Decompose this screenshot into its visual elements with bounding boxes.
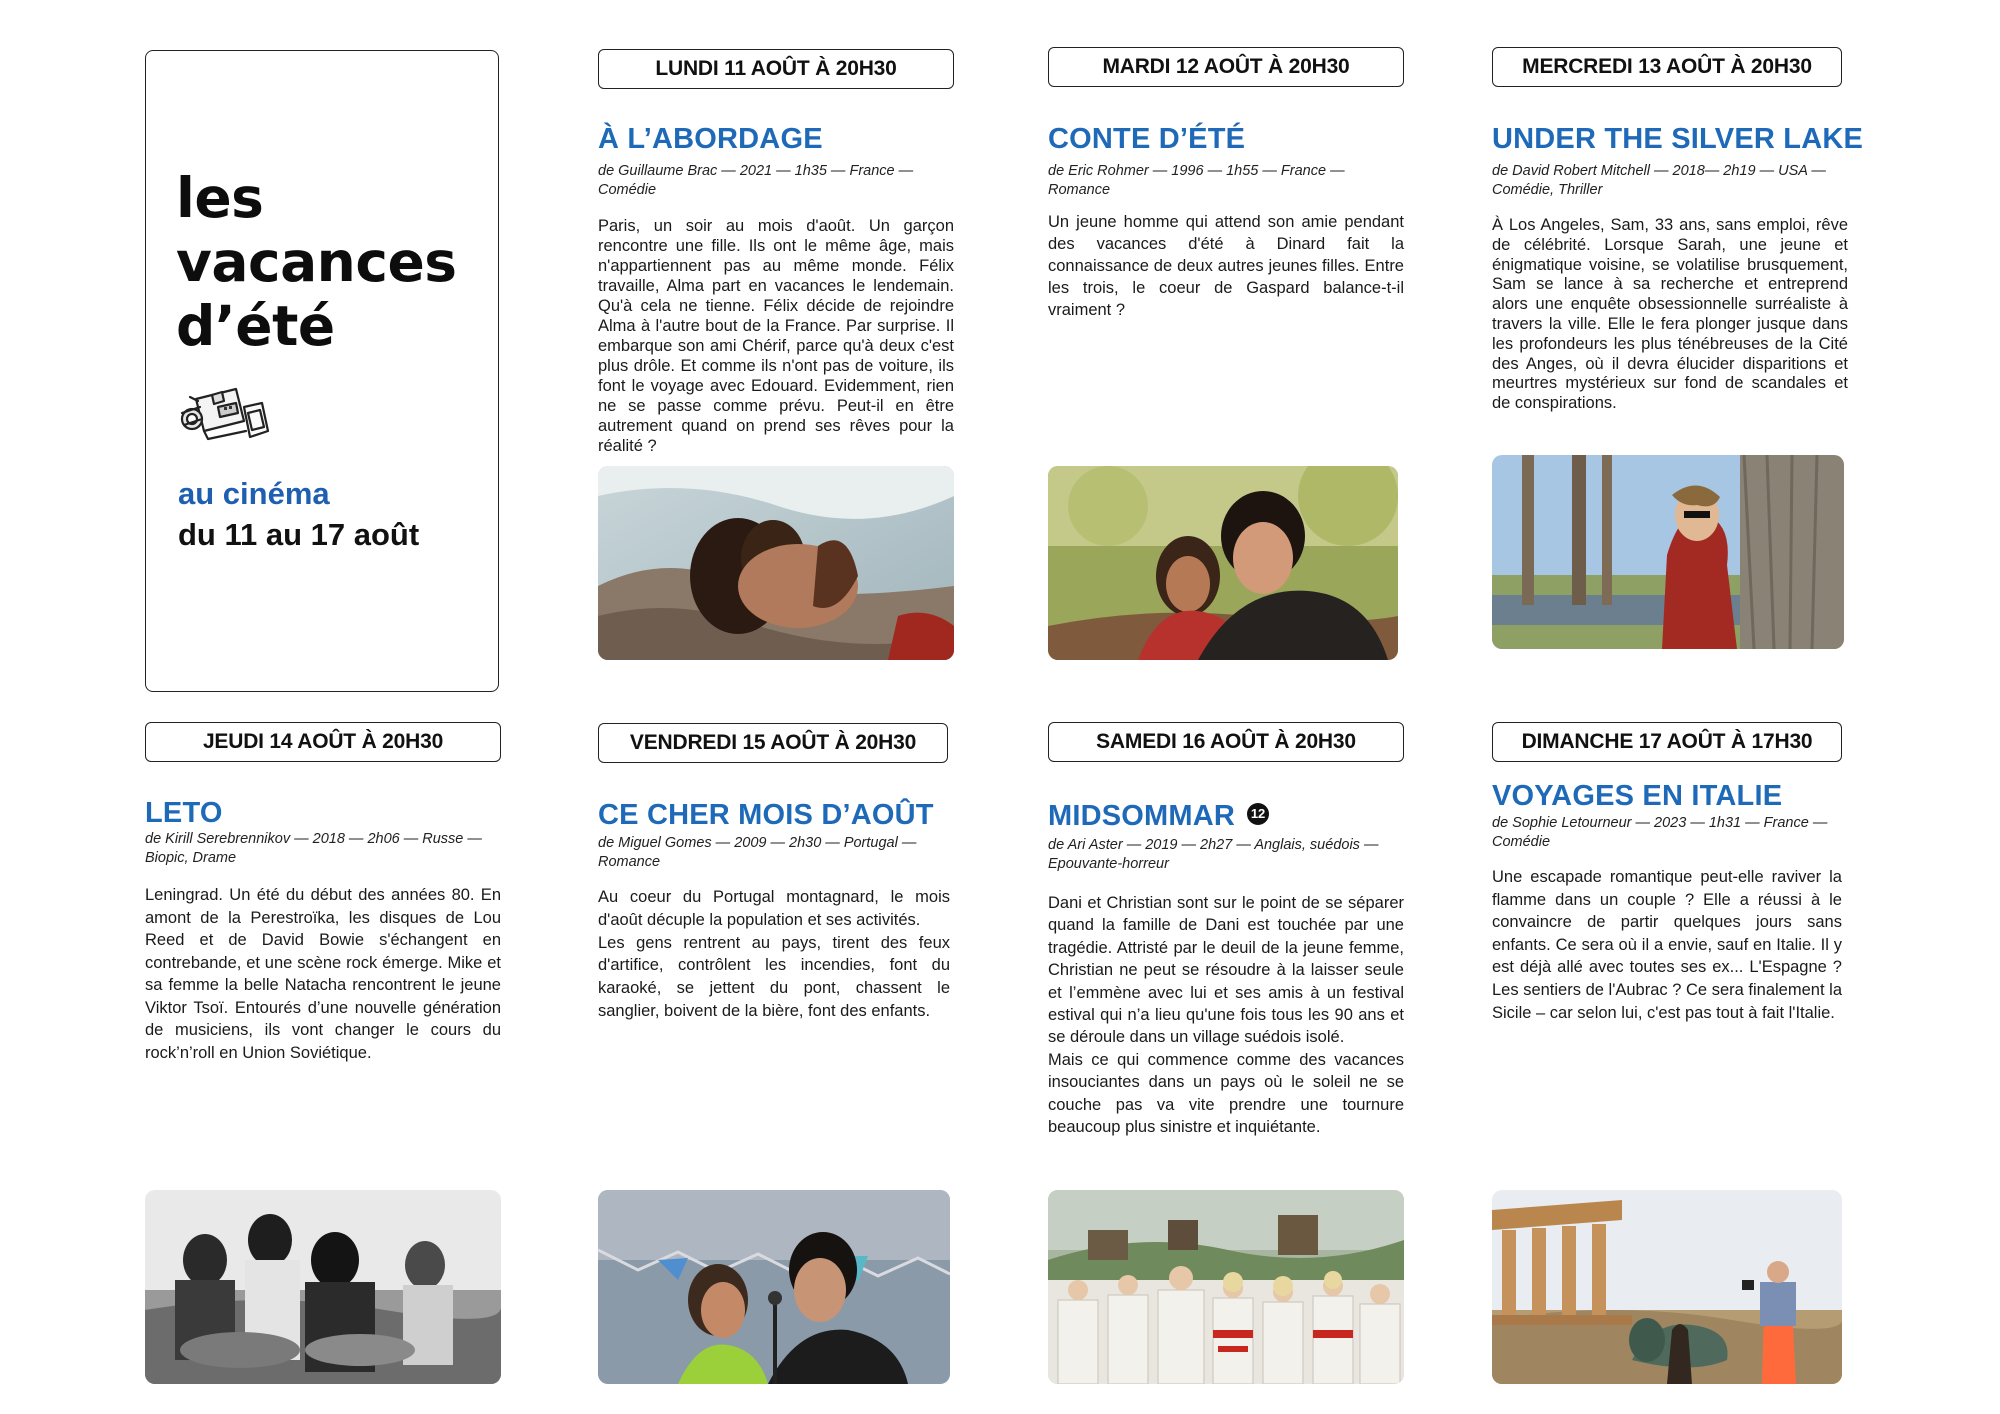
title-line: d’été	[176, 294, 335, 358]
synopsis-paragraph: À Los Angeles, Sam, 33 ans, sans emploi, rêve de célébrité. Lorsque Sarah, une jeune et énigmatique voisine, se volatilise brusquement, Sam se lance à sa recherche et entreprend alors une enquête obsessionnelle surréaliste à travers la ville. Elle le fera plonger jusque dans les profondeurs les plus ténébreuses de la Cité des Anges, où il devra élucider disparitions et meurtres mystérieux sur fond de scandales et de conspirations.	[1492, 216, 1848, 413]
synopsis-paragraph: Un jeune homme qui attend son amie pendant des vacances d'été à Dinard fait la connaissance de deux autres jeunes filles. Entre les trois, le coeur de Gaspard balance-t-il vraiment ?	[1048, 213, 1404, 319]
synopsis-paragraph: Une escapade romantique peut-elle raviver la flamme dans un couple ? Elle a réussi à le convaincre de partir quelques jours sans enfants. Ce sera où il a envie, sauf en Italie. Il y est déjà allé avec toutes ses ex... L'Espagne ? Les sentiers de l'Aubrac ? Ce sera finalement la Sicile – car selon lui, c'est pas tout à fait l'Italie.	[1492, 868, 1842, 1022]
film-credits: de Sophie Letourneur — 2023 — 1h31 — France — Comédie	[1492, 815, 1828, 850]
age-rating-badge: 12	[1247, 803, 1269, 825]
date-badge: LUNDI 11 AOÛT À 20H30	[598, 49, 954, 89]
film-title: CONTE D’ÉTÉ	[1048, 123, 1246, 155]
film-synopsis	[1048, 892, 1404, 1138]
film-title	[1048, 800, 1269, 833]
title-line: les	[176, 166, 264, 230]
date-badge: JEUDI 14 AOÛT À 20H30	[145, 722, 501, 762]
synopsis-paragraph: Mais ce qui commence comme des vacances insouciantes dans un pays où le soleil ne se couche pas va vite prendre une tournure beaucoup plus sinistre et inquiétante.	[1048, 1050, 1404, 1137]
synopsis-paragraph: Paris, un soir au mois d'août. Un garçon rencontre une fille. Ils ont le même âge, mais n'appartiennent pas au même monde. Félix travaille, Alma part en vacances le lendemain. Qu'à cela ne tienne. Félix décide de rejoindre Alma à l'autre bout de la France. Par surprise. Il embarque son ami Chérif, parce qu'à deux c'est plus drôle. Et comme ils n'ont pas de voiture, ils font le voyage avec Edouard. Evidemment, rien ne se passe comme prévu. Peut-il en être autrement quand on prend ses rêves pour la réalité ?	[598, 217, 954, 455]
ce-cher-mois-d-aout-still	[598, 1190, 950, 1384]
date-badge: VENDREDI 15 AOÛT À 20H30	[598, 723, 948, 763]
date-badge: MERCREDI 13 AOÛT À 20H30	[1492, 47, 1842, 87]
video-camera-icon	[178, 377, 274, 459]
page-title	[176, 166, 456, 358]
film-title: UNDER THE SILVER LAKE	[1492, 123, 1864, 155]
date-badge: DIMANCHE 17 AOÛT À 17H30	[1492, 722, 1842, 762]
film-title: LETO	[145, 797, 223, 829]
film-title: À L’ABORDAGE	[598, 123, 823, 155]
film-title: VOYAGES EN ITALIE	[1492, 780, 1783, 812]
date-badge: SAMEDI 16 AOÛT À 20H30	[1048, 722, 1404, 762]
film-synopsis	[598, 886, 950, 1023]
under-the-silver-lake-still	[1492, 455, 1844, 649]
film-synopsis	[1492, 866, 1842, 1024]
conte-d-ete-still	[1048, 466, 1398, 660]
synopsis-paragraph: Les gens rentrent au pays, tirent des feux d'artifice, contrôlent les incendies, font du karaoké, se jettent du pont, chassent le sanglier, boivent de la bière, font des enfants.	[598, 933, 950, 1020]
synopsis-paragraph: Au coeur du Portugal montagnard, le mois d'août décuple la population et ses activités.	[598, 888, 950, 929]
film-credits: de Ari Aster — 2019 — 2h27 — Anglais, suédois — Epouvante-horreur	[1048, 837, 1379, 872]
leto-still	[145, 1190, 501, 1384]
film-credits: de Miguel Gomes — 2009 — 2h30 — Portugal — Romance	[598, 835, 917, 870]
film-credits: de David Robert Mitchell — 2018— 2h19 — USA — Comédie, Thriller	[1492, 163, 1826, 198]
film-synopsis	[1492, 216, 1848, 414]
film-synopsis	[145, 884, 501, 1064]
film-synopsis	[598, 216, 954, 456]
film-synopsis	[1048, 211, 1404, 321]
midsommar-still	[1048, 1190, 1404, 1384]
film-title-text: MIDSOMMAR	[1048, 800, 1236, 832]
title-card	[145, 50, 499, 692]
a-l-abordage-still	[598, 466, 954, 660]
film-credits: de Kirill Serebrennikov — 2018 — 2h06 — Russe — Biopic, Drame	[145, 831, 482, 866]
film-credits: de Eric Rohmer — 1996 — 1h55 — France — Romance	[1048, 163, 1345, 198]
date-badge: MARDI 12 AOÛT À 20H30	[1048, 47, 1404, 87]
subtitle-dates: du 11 au 17 août	[178, 517, 420, 552]
title-line: vacances	[176, 230, 457, 294]
film-title: CE CHER MOIS D’AOÛT	[598, 799, 934, 831]
film-credits: de Guillaume Brac — 2021 — 1h35 — France — Comédie	[598, 163, 914, 198]
voyages-en-italie-still	[1492, 1190, 1842, 1384]
synopsis-paragraph: Leningrad. Un été du début des années 80. En amont de la Perestroïka, les disques de Lou Reed et de David Bowie s'échangent en contrebande, et une scène rock émerge. Mike et sa femme la belle Natacha rencontrent le jeune Viktor Tsoï. Entourés d’une nouvelle génération de musiciens, ils vont changer le cours du rock’n’roll en Union Soviétique.	[145, 886, 501, 1062]
subtitle-au-cinema: au cinéma	[178, 476, 330, 511]
synopsis-paragraph: Dani et Christian sont sur le point de se séparer quand la famille de Dani est touchée par une tragédie. Attristé par le deuil de la jeune femme, Christian ne peut se résoudre à la laisser seule et l’emmène avec lui et ses amis à un festival estival qui n’a lieu qu'une fois tous les 90 ans et se déroule dans un village suédois isolé.	[1048, 894, 1404, 1047]
